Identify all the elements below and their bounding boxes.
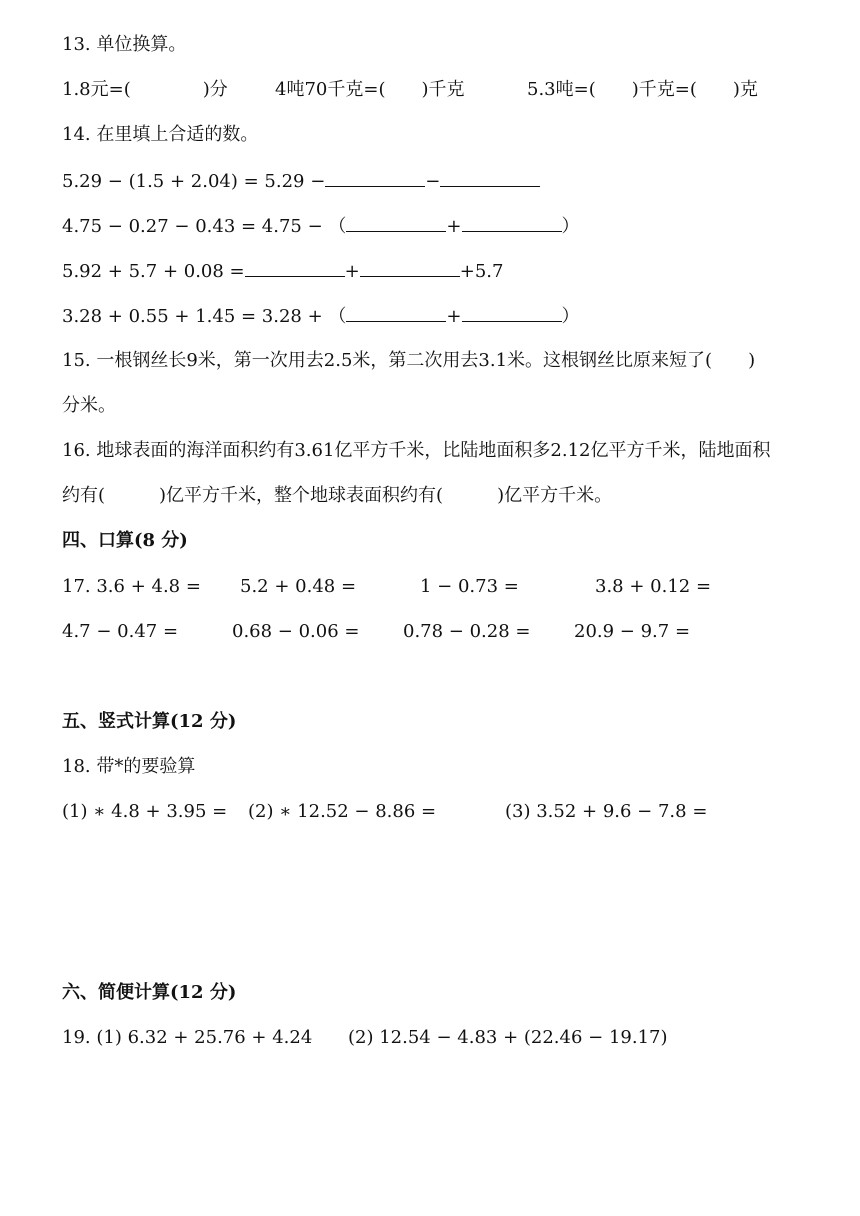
answer-blank[interactable] xyxy=(346,303,446,322)
answer-blank[interactable] xyxy=(440,168,540,187)
simplify-calc-item: (2) 12.54 − 4.83 + (22.46 − 19.17) xyxy=(348,1027,668,1048)
q16-line-2: 约有( )亿平方千米，整个地球表面积约有( )亿平方千米。 xyxy=(62,485,613,506)
q18-title: 18. 带*的要验算 xyxy=(62,756,196,777)
q14-row-3-mid: + xyxy=(344,261,360,282)
q14-row-2 xyxy=(62,213,580,240)
answer-blank[interactable] xyxy=(325,168,425,187)
q13-item-c: 5.3吨=( )千克=( )克 xyxy=(527,79,758,100)
q14-row-2-mid: + xyxy=(446,216,462,237)
answer-blank[interactable] xyxy=(462,303,562,322)
oral-calc-item: 0.78 − 0.28 = xyxy=(403,621,531,642)
q16-line-1: 16. 地球表面的海洋面积约有3.61亿平方千米，比陆地面积多2.12亿平方千米，陆地面积 xyxy=(62,440,771,461)
oral-calc-item: 5.2 + 0.48 = xyxy=(240,576,357,597)
oral-calc-item: 1 − 0.73 = xyxy=(420,576,519,597)
q14-row-4-end: ） xyxy=(561,306,580,327)
q14-title: 14. 在里填上合适的数。 xyxy=(62,124,259,145)
q14-row-3-left: 5.92 + 5.7 + 0.08 = xyxy=(62,261,245,282)
q14-row-4-mid: + xyxy=(446,306,462,327)
simplify-calc-item: 19. (1) 6.32 + 25.76 + 4.24 xyxy=(62,1027,313,1048)
vertical-calc-item: (2) ∗ 12.52 − 8.86 = xyxy=(248,801,437,822)
vertical-calc-item: (3) 3.52 + 9.6 − 7.8 = xyxy=(505,801,708,822)
oral-calc-item: 17. 3.6 + 4.8 = xyxy=(62,576,201,597)
answer-blank[interactable] xyxy=(462,213,562,232)
q14-row-2-end: ） xyxy=(561,216,580,237)
section-4-heading: 四、口算(8 分) xyxy=(62,530,188,551)
vertical-calc-item: (1) ∗ 4.8 + 3.95 = xyxy=(62,801,228,822)
oral-calc-item: 20.9 − 9.7 = xyxy=(574,621,691,642)
q14-row-3 xyxy=(62,258,503,285)
q13-title: 13. 单位换算。 xyxy=(62,34,187,55)
q15-line-2: 分米。 xyxy=(62,395,116,416)
q14-row-1 xyxy=(62,168,540,195)
q14-row-1-mid: − xyxy=(425,171,441,192)
answer-blank[interactable] xyxy=(346,213,446,232)
oral-calc-item: 0.68 − 0.06 = xyxy=(232,621,360,642)
q14-row-1-left: 5.29 − (1.5 + 2.04) = 5.29 − xyxy=(62,171,326,192)
q14-row-4-left: 3.28 + 0.55 + 1.45 = 3.28 + （ xyxy=(62,306,347,327)
q14-row-2-left: 4.75 − 0.27 − 0.43 = 4.75 − （ xyxy=(62,216,347,237)
section-5-heading: 五、竖式计算(12 分) xyxy=(62,711,237,732)
section-6-heading: 六、简便计算(12 分) xyxy=(62,982,237,1003)
q15-line-1: 15. 一根钢丝长9米，第一次用去2.5米，第二次用去3.1米。这根钢丝比原来短了( ) xyxy=(62,350,756,371)
oral-calc-item: 3.8 + 0.12 = xyxy=(595,576,712,597)
answer-blank[interactable] xyxy=(245,258,345,277)
oral-calc-item: 4.7 − 0.47 = xyxy=(62,621,179,642)
q14-row-4 xyxy=(62,303,580,330)
q13-item-a: 1.8元=( )分 xyxy=(62,79,228,100)
answer-blank[interactable] xyxy=(360,258,460,277)
q13-item-b: 4吨70千克=( )千克 xyxy=(275,79,465,100)
q14-row-3-end: +5.7 xyxy=(459,261,504,282)
